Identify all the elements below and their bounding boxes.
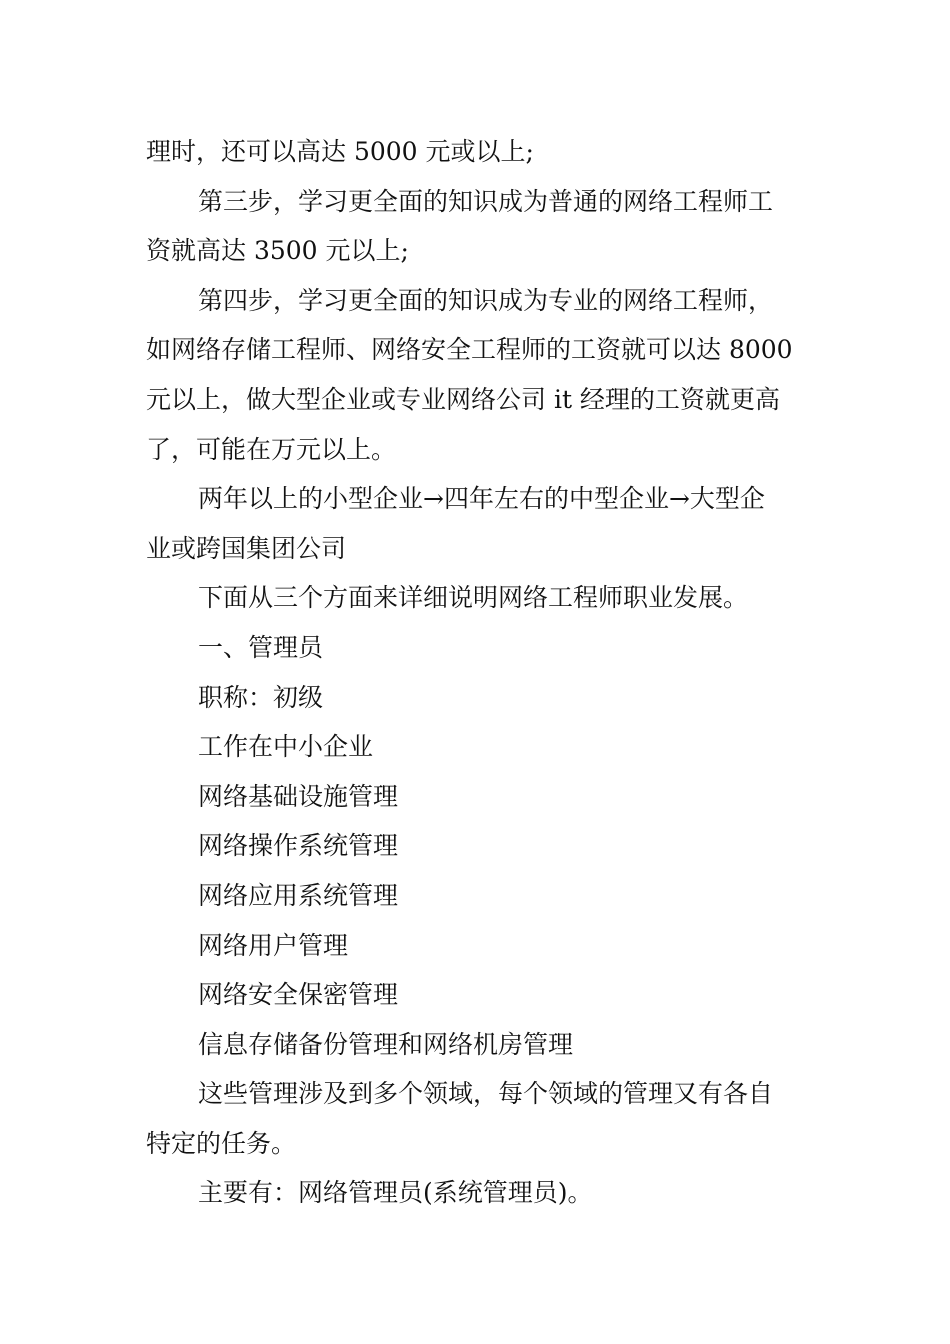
paragraph (146, 673, 814, 723)
text-line: 网络安全保密管理 (198, 980, 399, 1010)
text-line: 两年以上的小型企业→四年左右的中型企业→大型企 (198, 484, 765, 514)
paragraph (146, 722, 814, 772)
paragraph (146, 276, 814, 474)
paragraph (146, 970, 814, 1020)
text-line: 信息存储备份管理和网络机房管理 (198, 1029, 574, 1059)
paragraph (146, 821, 814, 871)
paragraph (146, 623, 814, 673)
text-line: 下面从三个方面来详细说明网络工程师职业发展。 (198, 583, 749, 613)
paragraph (146, 1020, 814, 1070)
paragraph (146, 772, 814, 822)
paragraph (146, 177, 814, 276)
text-line: 了，可能在万元以上。 (146, 434, 397, 464)
paragraph (146, 573, 814, 623)
text-line: 职称：初级 (198, 682, 324, 712)
paragraph (146, 1168, 814, 1218)
text-line: 资就高达 3500 元以上; (146, 236, 409, 266)
paragraph (146, 474, 814, 573)
paragraph (146, 1069, 814, 1168)
text-line: 如网络存储工程师、网络安全工程师的工资就可以达 8000 (146, 335, 793, 365)
text-line: 业或跨国集团公司 (146, 533, 347, 563)
text-line: 主要有：网络管理员(系统管理员)。 (198, 1178, 593, 1208)
paragraph (146, 127, 814, 177)
paragraph (146, 921, 814, 971)
text-line: 第三步，学习更全面的知识成为普通的网络工程师工 (198, 186, 774, 216)
text-line: 理时，还可以高达 5000 元或以上; (146, 137, 534, 166)
text-line: 第四步，学习更全面的知识成为专业的网络工程师， (198, 285, 774, 315)
text-line: 工作在中小企业 (198, 732, 374, 762)
text-line: 网络用户管理 (198, 930, 349, 960)
paragraph (146, 871, 814, 921)
document-body (146, 127, 814, 1218)
text-line: 特定的任务。 (146, 1128, 297, 1158)
text-line: 网络应用系统管理 (198, 880, 399, 910)
text-line: 网络操作系统管理 (198, 831, 399, 861)
text-line: 这些管理涉及到多个领域，每个领域的管理又有各自 (198, 1079, 774, 1109)
text-line: 一、管理员 (198, 632, 324, 662)
text-line: 元以上，做大型企业或专业网络公司 it 经理的工资就更高 (146, 384, 780, 414)
text-line: 网络基础设施管理 (198, 781, 399, 811)
